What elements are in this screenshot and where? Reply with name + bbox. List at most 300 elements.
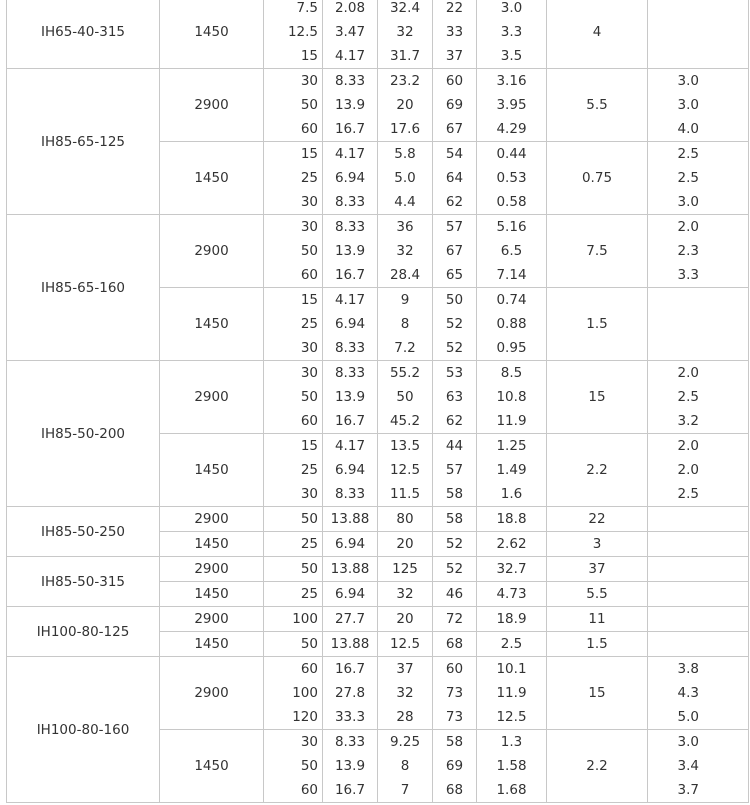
head-cell bbox=[378, 288, 433, 361]
head-cell-value: 8 bbox=[400, 316, 410, 332]
head-cell-value: 50 bbox=[396, 389, 414, 405]
npsh-cell bbox=[648, 507, 749, 532]
shaft-power-cell bbox=[477, 557, 547, 582]
motor-power-cell: 0.75 bbox=[547, 142, 648, 215]
npsh-cell-value: 2.5 bbox=[677, 389, 699, 405]
efficiency-cell bbox=[433, 0, 477, 69]
flow-m3h-cell-value: 7.5 bbox=[296, 0, 318, 16]
head-cell-value: 12.5 bbox=[389, 636, 421, 652]
shaft-power-cell-value: 11.9 bbox=[496, 413, 527, 429]
head-cell-value: 4.4 bbox=[394, 194, 416, 210]
npsh-cell-value: 2.0 bbox=[677, 365, 699, 381]
shaft-power-cell-value: 0.58 bbox=[496, 194, 527, 210]
flow-ls-cell-value: 8.33 bbox=[334, 73, 366, 89]
npsh-cell-value: 2.0 bbox=[677, 462, 699, 478]
flow-ls-cell-value: 13.9 bbox=[334, 97, 366, 113]
npsh-cell-value: 2.5 bbox=[677, 170, 699, 186]
motor-power-cell: 2.2 bbox=[547, 434, 648, 507]
speed-cell: 2900 bbox=[160, 215, 264, 288]
table-row bbox=[7, 507, 749, 532]
efficiency-cell-value: 62 bbox=[445, 194, 464, 210]
flow-ls-cell-value: 27.7 bbox=[334, 611, 366, 627]
head-cell bbox=[378, 607, 433, 632]
flow-ls-cell bbox=[323, 557, 378, 582]
flow-ls-cell-value: 16.7 bbox=[334, 782, 366, 798]
flow-m3h-cell-value: 60 bbox=[300, 267, 318, 283]
head-cell bbox=[378, 361, 433, 434]
flow-ls-cell-value: 8.33 bbox=[334, 194, 366, 210]
speed-cell: 1450 bbox=[160, 632, 264, 657]
shaft-power-cell-value: 10.8 bbox=[496, 389, 527, 405]
npsh-cell-value: 3.4 bbox=[677, 758, 699, 774]
table-row bbox=[7, 0, 749, 69]
flow-m3h-cell bbox=[264, 532, 323, 557]
motor-power-cell: 11 bbox=[547, 607, 648, 632]
shaft-power-cell-value: 0.74 bbox=[496, 292, 527, 308]
shaft-power-cell-value: 12.5 bbox=[496, 709, 527, 725]
npsh-cell-value: 2.0 bbox=[677, 219, 699, 235]
efficiency-cell bbox=[433, 657, 477, 730]
npsh-cell bbox=[648, 632, 749, 657]
shaft-power-cell-value: 18.9 bbox=[496, 611, 527, 627]
head-cell-value: 9.25 bbox=[389, 734, 421, 750]
efficiency-cell-value: 60 bbox=[445, 73, 464, 89]
head-cell-value: 32 bbox=[396, 24, 414, 40]
efficiency-cell bbox=[433, 434, 477, 507]
npsh-cell-value: 5.0 bbox=[677, 709, 699, 725]
efficiency-cell bbox=[433, 69, 477, 142]
efficiency-cell-value: 73 bbox=[445, 685, 464, 701]
efficiency-cell-value: 54 bbox=[445, 146, 464, 162]
efficiency-cell-value: 57 bbox=[445, 462, 464, 478]
flow-m3h-cell bbox=[264, 434, 323, 507]
efficiency-cell-value: 53 bbox=[445, 365, 464, 381]
shaft-power-cell-value: 32.7 bbox=[496, 561, 527, 577]
flow-ls-cell-value: 13.88 bbox=[330, 511, 370, 527]
speed-cell: 1450 bbox=[160, 730, 264, 803]
flow-ls-cell-value: 27.8 bbox=[334, 685, 366, 701]
efficiency-cell-value: 52 bbox=[445, 316, 464, 332]
flow-m3h-cell-value: 60 bbox=[300, 661, 318, 677]
head-cell bbox=[378, 657, 433, 730]
speed-cell: 1450 bbox=[160, 532, 264, 557]
npsh-cell-value: 3.8 bbox=[677, 661, 699, 677]
efficiency-cell-value: 52 bbox=[445, 536, 464, 552]
efficiency-cell-value: 52 bbox=[445, 561, 464, 577]
npsh-cell bbox=[648, 434, 749, 507]
flow-ls-cell-value: 4.17 bbox=[334, 438, 366, 454]
head-cell bbox=[378, 142, 433, 215]
shaft-power-cell-value: 0.53 bbox=[496, 170, 527, 186]
efficiency-cell-value: 46 bbox=[445, 586, 464, 602]
shaft-power-cell-value: 2.62 bbox=[496, 536, 527, 552]
efficiency-cell bbox=[433, 557, 477, 582]
efficiency-cell-value: 65 bbox=[445, 267, 464, 283]
speed-cell: 2900 bbox=[160, 507, 264, 532]
npsh-cell bbox=[648, 0, 749, 69]
table-row bbox=[7, 607, 749, 632]
pump-table-body bbox=[7, 0, 749, 803]
head-cell-value: 32.4 bbox=[389, 0, 421, 16]
speed-cell: 1450 bbox=[160, 142, 264, 215]
npsh-cell-value: 3.3 bbox=[677, 267, 699, 283]
flow-m3h-cell-value: 60 bbox=[300, 782, 318, 798]
motor-power-cell: 15 bbox=[547, 361, 648, 434]
flow-ls-cell-value: 13.9 bbox=[334, 758, 366, 774]
flow-m3h-cell-value: 100 bbox=[292, 611, 318, 627]
shaft-power-cell-value: 8.5 bbox=[500, 365, 523, 381]
efficiency-cell-value: 62 bbox=[445, 413, 464, 429]
shaft-power-cell bbox=[477, 657, 547, 730]
flow-ls-cell bbox=[323, 507, 378, 532]
table-row bbox=[7, 69, 749, 142]
shaft-power-cell bbox=[477, 361, 547, 434]
efficiency-cell-value: 58 bbox=[445, 486, 464, 502]
shaft-power-cell bbox=[477, 69, 547, 142]
npsh-cell bbox=[648, 657, 749, 730]
flow-ls-cell bbox=[323, 532, 378, 557]
shaft-power-cell bbox=[477, 507, 547, 532]
head-cell-value: 31.7 bbox=[389, 48, 421, 64]
flow-m3h-cell-value: 15 bbox=[300, 146, 318, 162]
model-cell: IH100-80-160 bbox=[7, 657, 160, 803]
npsh-cell-value: 2.5 bbox=[677, 146, 699, 162]
npsh-cell-value: 3.0 bbox=[677, 73, 699, 89]
shaft-power-cell-value: 4.73 bbox=[496, 586, 527, 602]
flow-ls-cell bbox=[323, 361, 378, 434]
head-cell bbox=[378, 507, 433, 532]
flow-m3h-cell-value: 50 bbox=[300, 636, 318, 652]
shaft-power-cell bbox=[477, 142, 547, 215]
flow-ls-cell bbox=[323, 142, 378, 215]
shaft-power-cell-value: 1.58 bbox=[496, 758, 527, 774]
flow-ls-cell bbox=[323, 657, 378, 730]
flow-m3h-cell-value: 50 bbox=[300, 561, 318, 577]
flow-m3h-cell-value: 15 bbox=[300, 438, 318, 454]
shaft-power-cell bbox=[477, 215, 547, 288]
efficiency-cell bbox=[433, 582, 477, 607]
shaft-power-cell-value: 0.44 bbox=[496, 146, 527, 162]
shaft-power-cell-value: 0.95 bbox=[496, 340, 527, 356]
head-cell-value: 23.2 bbox=[389, 73, 421, 89]
shaft-power-cell-value: 3.3 bbox=[500, 24, 523, 40]
efficiency-cell bbox=[433, 361, 477, 434]
flow-ls-cell bbox=[323, 0, 378, 69]
flow-m3h-cell-value: 25 bbox=[300, 462, 318, 478]
shaft-power-cell-value: 6.5 bbox=[500, 243, 523, 259]
shaft-power-cell-value: 4.29 bbox=[496, 121, 527, 137]
table-row bbox=[7, 361, 749, 434]
speed-cell: 2900 bbox=[160, 557, 264, 582]
flow-ls-cell-value: 4.17 bbox=[334, 292, 366, 308]
model-cell: IH65-40-315 bbox=[7, 0, 160, 69]
shaft-power-cell bbox=[477, 632, 547, 657]
flow-m3h-cell-value: 60 bbox=[300, 413, 318, 429]
flow-m3h-cell-value: 100 bbox=[292, 685, 318, 701]
speed-cell: 1450 bbox=[160, 434, 264, 507]
efficiency-cell-value: 58 bbox=[445, 511, 464, 527]
motor-power-cell: 37 bbox=[547, 557, 648, 582]
motor-power-cell: 1.5 bbox=[547, 288, 648, 361]
efficiency-cell-value: 63 bbox=[445, 389, 464, 405]
flow-ls-cell-value: 8.33 bbox=[334, 486, 366, 502]
table-row bbox=[7, 657, 749, 730]
shaft-power-cell-value: 7.14 bbox=[496, 267, 527, 283]
flow-ls-cell-value: 6.94 bbox=[334, 316, 366, 332]
shaft-power-cell-value: 1.49 bbox=[496, 462, 527, 478]
head-cell bbox=[378, 69, 433, 142]
flow-ls-cell-value: 3.47 bbox=[334, 24, 366, 40]
efficiency-cell-value: 67 bbox=[445, 121, 464, 137]
npsh-cell bbox=[648, 607, 749, 632]
head-cell-value: 9 bbox=[400, 292, 410, 308]
efficiency-cell-value: 33 bbox=[445, 24, 464, 40]
flow-m3h-cell-value: 25 bbox=[300, 316, 318, 332]
flow-ls-cell-value: 4.17 bbox=[334, 48, 366, 64]
speed-cell: 2900 bbox=[160, 69, 264, 142]
flow-ls-cell-value: 16.7 bbox=[334, 267, 366, 283]
flow-m3h-cell bbox=[264, 215, 323, 288]
model-cell: IH85-65-160 bbox=[7, 215, 160, 361]
flow-ls-cell-value: 16.7 bbox=[334, 413, 366, 429]
flow-m3h-cell bbox=[264, 361, 323, 434]
shaft-power-cell bbox=[477, 434, 547, 507]
flow-ls-cell-value: 6.94 bbox=[334, 586, 366, 602]
flow-ls-cell bbox=[323, 632, 378, 657]
flow-ls-cell-value: 6.94 bbox=[334, 170, 366, 186]
motor-power-cell: 3 bbox=[547, 532, 648, 557]
flow-m3h-cell-value: 120 bbox=[292, 709, 318, 725]
npsh-cell-value: 3.0 bbox=[677, 97, 699, 113]
head-cell-value: 32 bbox=[396, 586, 414, 602]
efficiency-cell-value: 50 bbox=[445, 292, 464, 308]
flow-m3h-cell bbox=[264, 657, 323, 730]
flow-ls-cell-value: 33.3 bbox=[334, 709, 366, 725]
flow-ls-cell bbox=[323, 607, 378, 632]
npsh-cell bbox=[648, 142, 749, 215]
npsh-cell bbox=[648, 730, 749, 803]
shaft-power-cell bbox=[477, 0, 547, 69]
speed-cell: 1450 bbox=[160, 288, 264, 361]
flow-m3h-cell bbox=[264, 632, 323, 657]
head-cell-value: 20 bbox=[396, 97, 414, 113]
flow-ls-cell bbox=[323, 288, 378, 361]
head-cell bbox=[378, 532, 433, 557]
flow-ls-cell bbox=[323, 215, 378, 288]
shaft-power-cell-value: 1.25 bbox=[496, 438, 527, 454]
flow-ls-cell-value: 6.94 bbox=[334, 462, 366, 478]
flow-m3h-cell-value: 50 bbox=[300, 389, 318, 405]
efficiency-cell bbox=[433, 215, 477, 288]
flow-m3h-cell bbox=[264, 0, 323, 69]
efficiency-cell-value: 57 bbox=[445, 219, 464, 235]
head-cell-value: 13.5 bbox=[389, 438, 421, 454]
speed-cell: 2900 bbox=[160, 361, 264, 434]
model-cell: IH85-65-125 bbox=[7, 69, 160, 215]
flow-m3h-cell-value: 15 bbox=[300, 48, 318, 64]
flow-ls-cell bbox=[323, 730, 378, 803]
flow-m3h-cell bbox=[264, 582, 323, 607]
head-cell-value: 11.5 bbox=[389, 486, 421, 502]
head-cell-value: 17.6 bbox=[389, 121, 421, 137]
speed-cell: 2900 bbox=[160, 657, 264, 730]
flow-ls-cell-value: 16.7 bbox=[334, 661, 366, 677]
flow-m3h-cell bbox=[264, 730, 323, 803]
pump-performance-table bbox=[6, 0, 749, 803]
efficiency-cell-value: 67 bbox=[445, 243, 464, 259]
npsh-cell-value: 3.0 bbox=[677, 194, 699, 210]
efficiency-cell bbox=[433, 142, 477, 215]
flow-m3h-cell-value: 30 bbox=[300, 734, 318, 750]
speed-cell: 1450 bbox=[160, 0, 264, 69]
flow-ls-cell-value: 13.88 bbox=[330, 561, 370, 577]
flow-m3h-cell bbox=[264, 557, 323, 582]
model-cell: IH100-80-125 bbox=[7, 607, 160, 657]
model-cell: IH85-50-315 bbox=[7, 557, 160, 607]
flow-m3h-cell bbox=[264, 607, 323, 632]
flow-ls-cell bbox=[323, 69, 378, 142]
efficiency-cell bbox=[433, 632, 477, 657]
head-cell-value: 55.2 bbox=[389, 365, 421, 381]
efficiency-cell-value: 52 bbox=[445, 340, 464, 356]
head-cell-value: 32 bbox=[396, 243, 414, 259]
shaft-power-cell-value: 1.6 bbox=[500, 486, 523, 502]
shaft-power-cell-value: 3.16 bbox=[496, 73, 527, 89]
flow-m3h-cell-value: 12.5 bbox=[287, 24, 318, 40]
npsh-cell-value: 3.7 bbox=[677, 782, 699, 798]
motor-power-cell: 1.5 bbox=[547, 632, 648, 657]
npsh-cell bbox=[648, 288, 749, 361]
head-cell bbox=[378, 0, 433, 69]
efficiency-cell-value: 69 bbox=[445, 758, 464, 774]
efficiency-cell-value: 44 bbox=[445, 438, 464, 454]
head-cell-value: 28 bbox=[396, 709, 414, 725]
shaft-power-cell bbox=[477, 607, 547, 632]
model-cell: IH85-50-200 bbox=[7, 361, 160, 507]
npsh-cell-value: 3.0 bbox=[677, 734, 699, 750]
npsh-cell-value: 3.2 bbox=[677, 413, 699, 429]
npsh-cell-value: 2.5 bbox=[677, 486, 699, 502]
shaft-power-cell-value: 3.5 bbox=[500, 48, 523, 64]
flow-ls-cell-value: 8.33 bbox=[334, 365, 366, 381]
npsh-cell bbox=[648, 557, 749, 582]
npsh-cell-value: 2.3 bbox=[677, 243, 699, 259]
npsh-cell bbox=[648, 215, 749, 288]
head-cell-value: 32 bbox=[396, 685, 414, 701]
flow-m3h-cell-value: 30 bbox=[300, 73, 318, 89]
flow-m3h-cell-value: 60 bbox=[300, 121, 318, 137]
npsh-cell bbox=[648, 69, 749, 142]
efficiency-cell bbox=[433, 507, 477, 532]
flow-m3h-cell-value: 25 bbox=[300, 170, 318, 186]
flow-m3h-cell-value: 30 bbox=[300, 219, 318, 235]
efficiency-cell-value: 58 bbox=[445, 734, 464, 750]
efficiency-cell-value: 22 bbox=[445, 0, 464, 16]
head-cell-value: 28.4 bbox=[389, 267, 421, 283]
shaft-power-cell bbox=[477, 532, 547, 557]
head-cell bbox=[378, 557, 433, 582]
head-cell-value: 125 bbox=[392, 561, 418, 577]
head-cell bbox=[378, 215, 433, 288]
head-cell-value: 20 bbox=[396, 611, 414, 627]
shaft-power-cell-value: 1.3 bbox=[500, 734, 523, 750]
flow-m3h-cell-value: 50 bbox=[300, 97, 318, 113]
flow-m3h-cell-value: 30 bbox=[300, 365, 318, 381]
head-cell-value: 37 bbox=[396, 661, 414, 677]
efficiency-cell-value: 72 bbox=[445, 611, 464, 627]
flow-m3h-cell bbox=[264, 288, 323, 361]
motor-power-cell: 5.5 bbox=[547, 582, 648, 607]
head-cell bbox=[378, 730, 433, 803]
flow-ls-cell bbox=[323, 434, 378, 507]
npsh-cell bbox=[648, 532, 749, 557]
efficiency-cell bbox=[433, 607, 477, 632]
flow-m3h-cell bbox=[264, 69, 323, 142]
efficiency-cell-value: 64 bbox=[445, 170, 464, 186]
flow-m3h-cell-value: 50 bbox=[300, 758, 318, 774]
shaft-power-cell bbox=[477, 582, 547, 607]
efficiency-cell-value: 37 bbox=[445, 48, 464, 64]
motor-power-cell: 5.5 bbox=[547, 69, 648, 142]
head-cell-value: 7.2 bbox=[394, 340, 416, 356]
flow-ls-cell-value: 8.33 bbox=[334, 219, 366, 235]
shaft-power-cell bbox=[477, 288, 547, 361]
flow-m3h-cell-value: 25 bbox=[300, 536, 318, 552]
npsh-cell-value: 2.0 bbox=[677, 438, 699, 454]
head-cell-value: 36 bbox=[396, 219, 414, 235]
flow-ls-cell-value: 13.88 bbox=[330, 636, 370, 652]
shaft-power-cell bbox=[477, 730, 547, 803]
speed-cell: 2900 bbox=[160, 607, 264, 632]
motor-power-cell: 7.5 bbox=[547, 215, 648, 288]
flow-m3h-cell bbox=[264, 142, 323, 215]
head-cell bbox=[378, 434, 433, 507]
npsh-cell bbox=[648, 582, 749, 607]
shaft-power-cell-value: 3.95 bbox=[496, 97, 527, 113]
head-cell-value: 5.0 bbox=[394, 170, 416, 186]
table-row bbox=[7, 557, 749, 582]
motor-power-cell: 4 bbox=[547, 0, 648, 69]
flow-ls-cell-value: 8.33 bbox=[334, 734, 366, 750]
efficiency-cell-value: 68 bbox=[445, 782, 464, 798]
npsh-cell-value: 4.3 bbox=[677, 685, 699, 701]
shaft-power-cell-value: 1.68 bbox=[496, 782, 527, 798]
model-cell: IH85-50-250 bbox=[7, 507, 160, 557]
motor-power-cell: 2.2 bbox=[547, 730, 648, 803]
flow-m3h-cell-value: 30 bbox=[300, 340, 318, 356]
flow-m3h-cell bbox=[264, 507, 323, 532]
head-cell-value: 5.8 bbox=[394, 146, 416, 162]
npsh-cell bbox=[648, 361, 749, 434]
flow-m3h-cell-value: 50 bbox=[300, 243, 318, 259]
efficiency-cell bbox=[433, 288, 477, 361]
table-row bbox=[7, 215, 749, 288]
flow-ls-cell-value: 2.08 bbox=[334, 0, 366, 16]
head-cell-value: 20 bbox=[396, 536, 414, 552]
head-cell-value: 80 bbox=[396, 511, 414, 527]
flow-m3h-cell-value: 50 bbox=[300, 511, 318, 527]
speed-cell: 1450 bbox=[160, 582, 264, 607]
flow-m3h-cell-value: 15 bbox=[300, 292, 318, 308]
motor-power-cell: 15 bbox=[547, 657, 648, 730]
flow-ls-cell-value: 8.33 bbox=[334, 340, 366, 356]
shaft-power-cell-value: 5.16 bbox=[496, 219, 527, 235]
head-cell bbox=[378, 582, 433, 607]
flow-m3h-cell-value: 25 bbox=[300, 586, 318, 602]
flow-m3h-cell-value: 30 bbox=[300, 194, 318, 210]
flow-ls-cell-value: 16.7 bbox=[334, 121, 366, 137]
efficiency-cell bbox=[433, 730, 477, 803]
